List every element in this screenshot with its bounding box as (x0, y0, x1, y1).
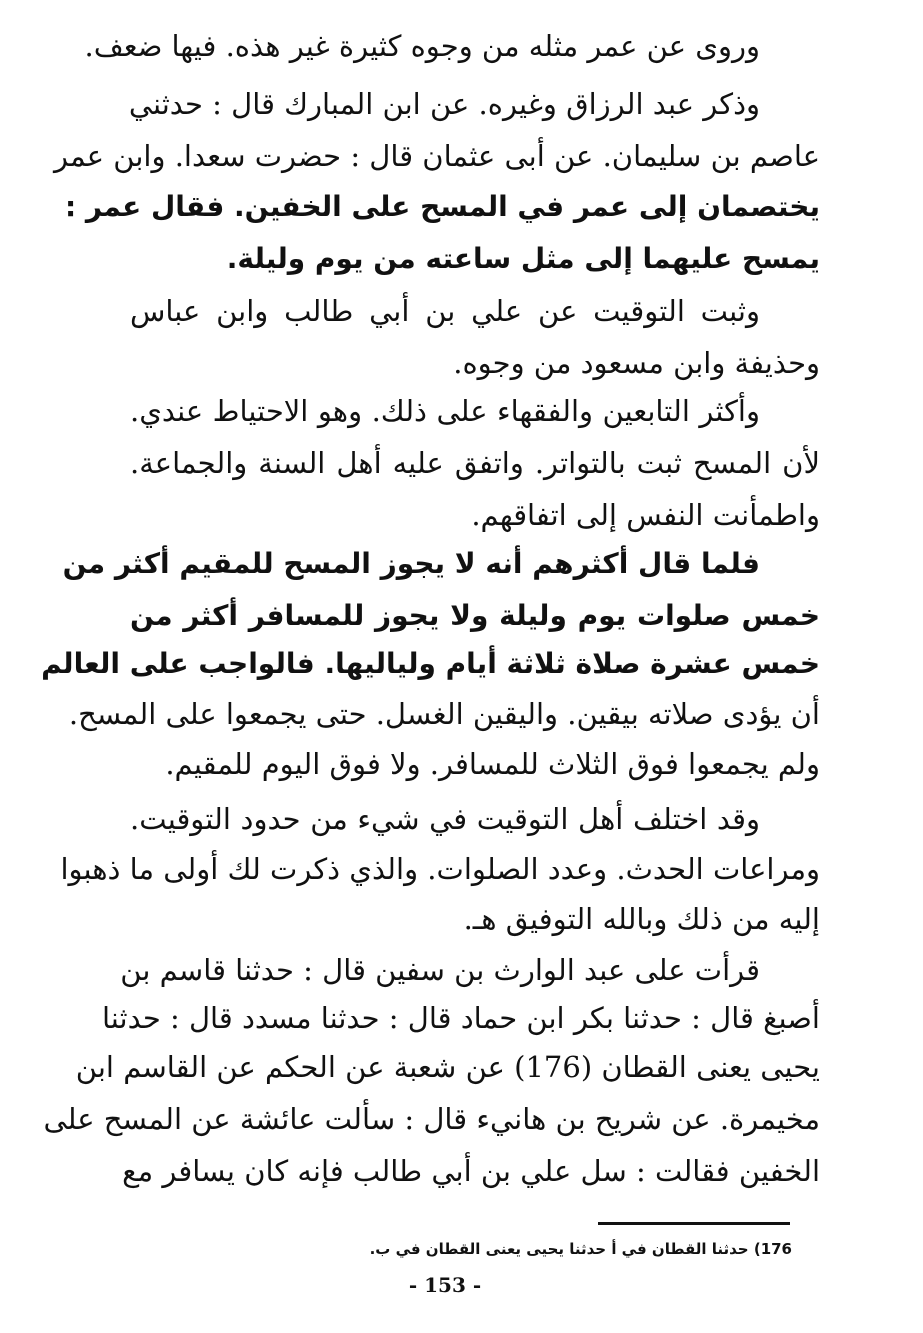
text-line-bold: فلما قال أكثرهم أنه لا يجوز المسح للمقيم أكثر من (62, 547, 760, 580)
text-line-bold: يمسح عليهما إلى مثل ساعته من يوم وليلة. (226, 242, 820, 275)
text-line: أن يؤدى صلاته بيقين. واليقين الغسل. حتى يجمعوا على المسح. (68, 697, 820, 731)
text-line-bold: خمس عشرة صلاة ثلاثة أيام ولياليها. فالواجب على العالم (41, 647, 820, 680)
text-line: إليه من ذلك وبالله التوفيق هـ. (463, 902, 820, 936)
text-line: وأكثر التابعين والفقهاء على ذلك. وهو الاحتياط عندي. (130, 394, 760, 428)
text-line: ومراعات الحدث. وعدد الصلوات. والذي ذكرت لك أولى ما ذهبوا (60, 852, 820, 886)
text-line: وقد اختلف أهل التوقيت في شيء من حدود التوقيت. (130, 802, 760, 836)
text-line: عاصم بن سليمان. عن أبى عثمان قال : حضرت سعدا. وابن عمر (54, 139, 820, 173)
text-line: لأن المسح ثبت بالتواتر. واتفق عليه أهل السنة والجماعة. (130, 446, 820, 480)
text-line: واطمأنت النفس إلى اتفاقهم. (471, 498, 820, 532)
text-line: وثبت التوقيت عن علي بن أبي طالب وابن عباس (130, 294, 760, 328)
text-line-bold: خمس صلوات يوم وليلة ولا يجوز للمسافر أكثر من (130, 599, 820, 632)
text-line: قرأت على عبد الوارث بن سفين قال : حدثنا قاسم بن (120, 953, 760, 987)
text-line: أصبغ قال : حدثنا بكر ابن حماد قال : حدثنا مسدد قال : حدثنا (101, 1001, 820, 1035)
text-line: مخيمرة. عن شريح بن هانيء قال : سألت عائشة عن المسح على (43, 1102, 820, 1136)
text-line-bold: يختصمان إلى عمر في المسح على الخفين. فقال عمر : (64, 190, 820, 223)
footnote: 176) حدثنا القطان في أ حدثنا يحيى يعنى القطان في ب. (369, 1240, 792, 1258)
text-line: وروى عن عمر مثله من وجوه كثيرة غير هذه. فيها ضعف. (84, 29, 760, 63)
footnote-separator (598, 1222, 790, 1225)
text-line: الخفين فقالت : سل علي بن أبي طالب فإنه كان يسافر مع (122, 1154, 820, 1188)
text-line: وحذيفة وابن مسعود من وجوه. (453, 346, 820, 380)
text-line: ولم يجمعوا فوق الثلاث للمسافر. ولا فوق اليوم للمقيم. (165, 747, 820, 781)
text-line: وذكر عبد الرزاق وغيره. عن ابن المبارك قال : حدثني (128, 87, 760, 121)
page-number: - 153 - (408, 1273, 482, 1297)
text-line: يحيى يعنى القطان (176) عن شعبة عن الحكم عن القاسم ابن (75, 1050, 820, 1084)
